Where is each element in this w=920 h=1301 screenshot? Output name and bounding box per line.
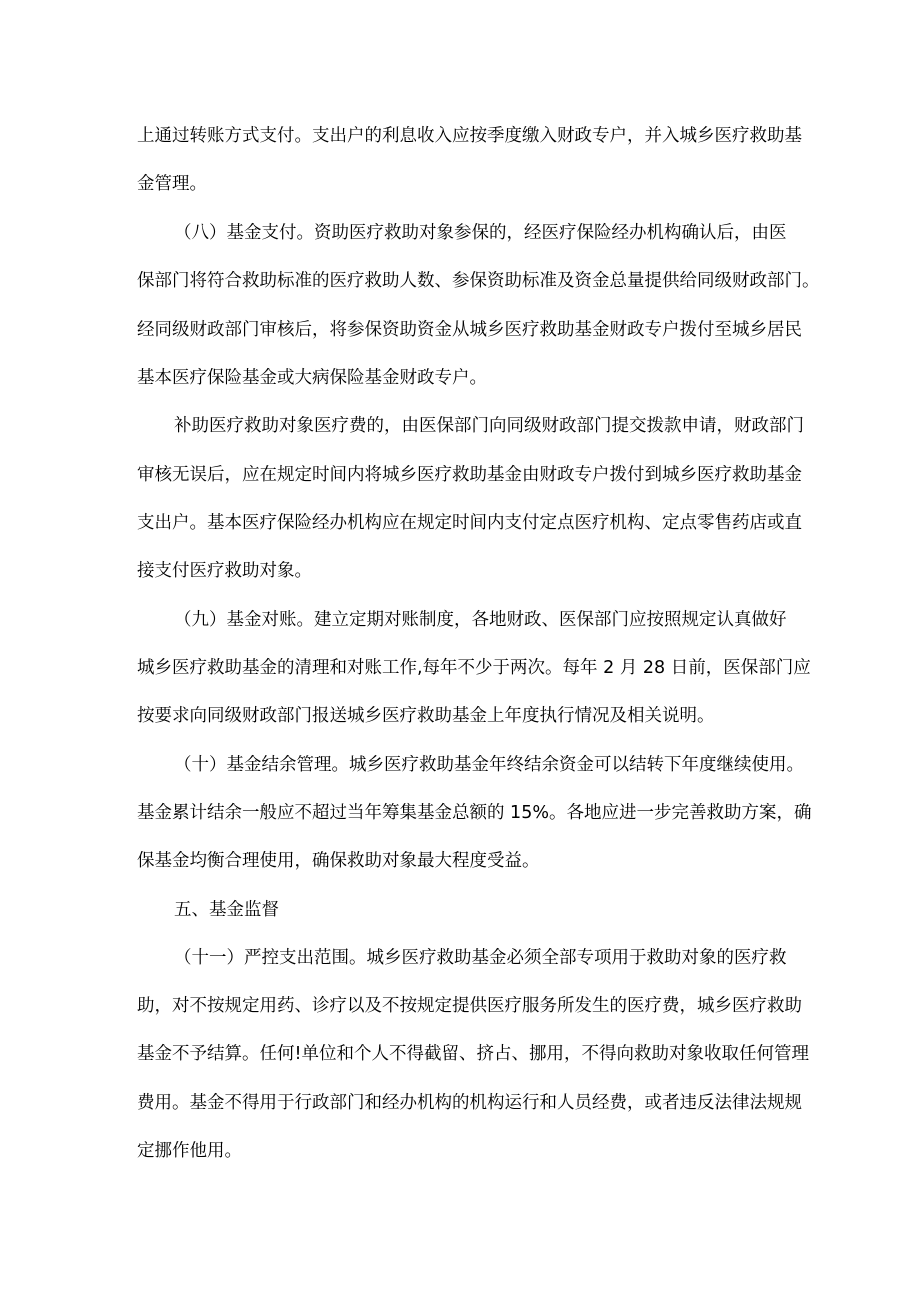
body-line: 经同级财政部门审核后，将参保资助资金从城乡医疗救助基金财政专户拨付至城乡居民 [137,320,802,340]
body-line: 上通过转账方式支付。支出户的利息收入应按季度缴入财政专户，并入城乡医疗救助基 [137,126,802,146]
body-line: 基本医疗保险基金或大病保险基金财政专户。 [137,368,487,388]
body-line: （十）基金结余管理。城乡医疗救助基金年终结余资金可以结转下年度继续使用。 [174,755,804,775]
section-heading: 五、基金监督 [174,900,279,920]
body-line: 城乡医疗救助基金的清理和对账工作,每年不少于两次。每年 2 月 28 日前，医保部门应 [137,658,811,678]
body-line: 基金不予结算。任何!单位和个人不得截留、挤占、挪用，不得向救助对象收取任何管理 [137,1044,810,1064]
body-line: 助，对不按规定用药、诊疗以及不按规定提供医疗服务所发生的医疗费，城乡医疗救助 [137,996,802,1016]
body-line: 保基金均衡合理使用，确保救助对象最大程度受益。 [137,851,540,871]
body-line: 费用。基金不得用于行政部门和经办机构的机构运行和人员经费，或者违反法律法规规 [137,1093,802,1113]
body-line: 金管理。 [137,174,207,194]
body-line: （十一）严控支出范围。城乡医疗救助基金必须全部专项用于救助对象的医疗救 [174,948,787,968]
body-line: （八）基金支付。资助医疗救助对象参保的，经医疗保险经办机构确认后，由医 [174,223,787,243]
body-line: 按要求向同级财政部门报送城乡医疗救助基金上年度执行情况及相关说明。 [137,706,715,726]
body-line: 接支付医疗救助对象。 [137,561,312,581]
body-line: （九）基金对账。建立定期对账制度，各地财政、医保部门应按照规定认真做好 [174,610,787,630]
body-line: 审核无误后，应在规定时间内将城乡医疗救助基金由财政专户拨付到城乡医疗救助基金 [137,465,802,485]
body-line: 定挪作他用。 [137,1141,242,1161]
body-line: 保部门将符合救助标准的医疗救助人数、参保资助标准及资金总量提供给同级财政部门。 [137,271,820,291]
body-line: 基金累计结余一般应不超过当年筹集基金总额的 15%。各地应进一步完善救助方案，确 [137,803,812,823]
body-line: 补助医疗救助对象医疗费的，由医保部门向同级财政部门提交拨款申请，财政部门 [174,416,804,436]
body-line: 支出户。基本医疗保险经办机构应在规定时间内支付定点医疗机构、定点零售药店或直 [137,513,802,533]
